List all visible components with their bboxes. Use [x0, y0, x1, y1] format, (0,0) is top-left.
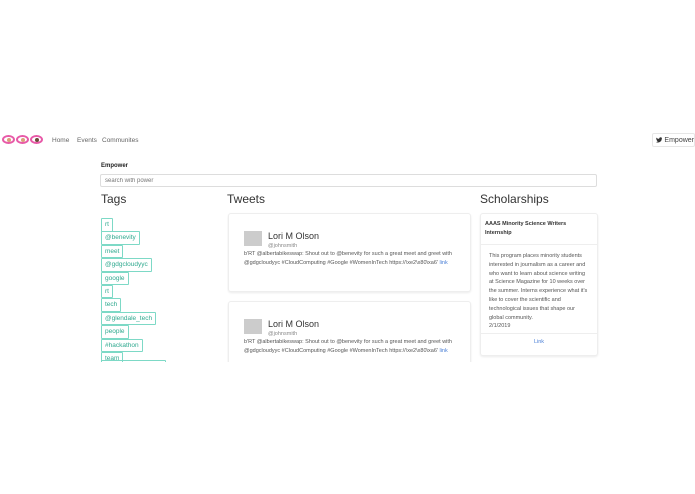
search-input[interactable]: [100, 174, 597, 187]
search-label: Empower: [101, 163, 129, 169]
tag[interactable]: [101, 360, 166, 362]
tweet-link[interactable]: link: [439, 260, 448, 266]
logo[interactable]: [2, 135, 43, 144]
avatar: [244, 319, 262, 334]
tag[interactable]: google: [101, 272, 129, 286]
tweet-card: [228, 213, 471, 292]
tag[interactable]: @benevity: [101, 231, 140, 245]
logo-icon: [16, 135, 29, 144]
twitter-empower-button[interactable]: [652, 133, 695, 147]
tweets-list[interactable]: [227, 210, 473, 362]
twitter-icon: [656, 137, 662, 143]
nav-events[interactable]: Events: [77, 137, 97, 144]
tag[interactable]: rt: [101, 218, 113, 232]
tweet-card: [228, 301, 471, 362]
nav-home[interactable]: Home: [52, 137, 70, 144]
tag[interactable]: rt: [101, 285, 113, 299]
tag[interactable]: @gdgcloudyyc: [101, 258, 152, 272]
tag[interactable]: meet: [101, 245, 123, 259]
tag[interactable]: tech: [101, 298, 121, 312]
logo-icon: [2, 135, 15, 144]
nav-communities[interactable]: Communites: [102, 137, 139, 144]
tweet-link[interactable]: link: [439, 348, 448, 354]
tag[interactable]: team: [101, 352, 123, 362]
scholarship-title: AAAS Minority Science Writers Internship: [481, 214, 597, 245]
tags-list[interactable]: [101, 210, 221, 362]
tweet-text: b'RT @albertabikeswap: Shout out to @benevity for such a great meet and greet with @gdgcloudyyc #CloudComputing #Google #WomenInTech https://\xe2\x80\xa6': [244, 339, 452, 354]
tweet-handle: @johnsmith: [268, 331, 298, 337]
tag[interactable]: #hackathon: [101, 339, 143, 353]
scholarship-description: This program places minority students interested in journalism as a career and who want to learn about science writing at Science Magazine for 10 weeks over the summer. Interns experience what it's like to cover the scientific and technological issues that shape our global community.: [489, 253, 588, 321]
twitter-button-label: Empower: [664, 136, 694, 144]
tweets-heading: Tweets: [227, 192, 266, 206]
tag[interactable]: people: [101, 325, 129, 339]
scholarship-card: [480, 213, 598, 356]
tweet-text: b'RT @albertabikeswap: Shout out to @benevity for such a great meet and greet with @gdgcloudyyc #CloudComputing #Google #WomenInTech https://\xe2\x80\xa6': [244, 251, 452, 266]
logo-icon: [30, 135, 43, 144]
scholarship-date: 2/1/2019: [489, 323, 511, 330]
scholarship-link[interactable]: Link: [533, 339, 545, 345]
tweet-handle: @johnsmith: [268, 243, 298, 249]
avatar: [244, 231, 262, 246]
scholarships-heading: Scholarships: [480, 192, 549, 206]
tweet-author: Lori M Olson: [268, 319, 320, 329]
tag[interactable]: @glendale_tech: [101, 312, 156, 326]
tweet-author: Lori M Olson: [268, 231, 320, 241]
tags-heading: Tags: [101, 192, 127, 206]
